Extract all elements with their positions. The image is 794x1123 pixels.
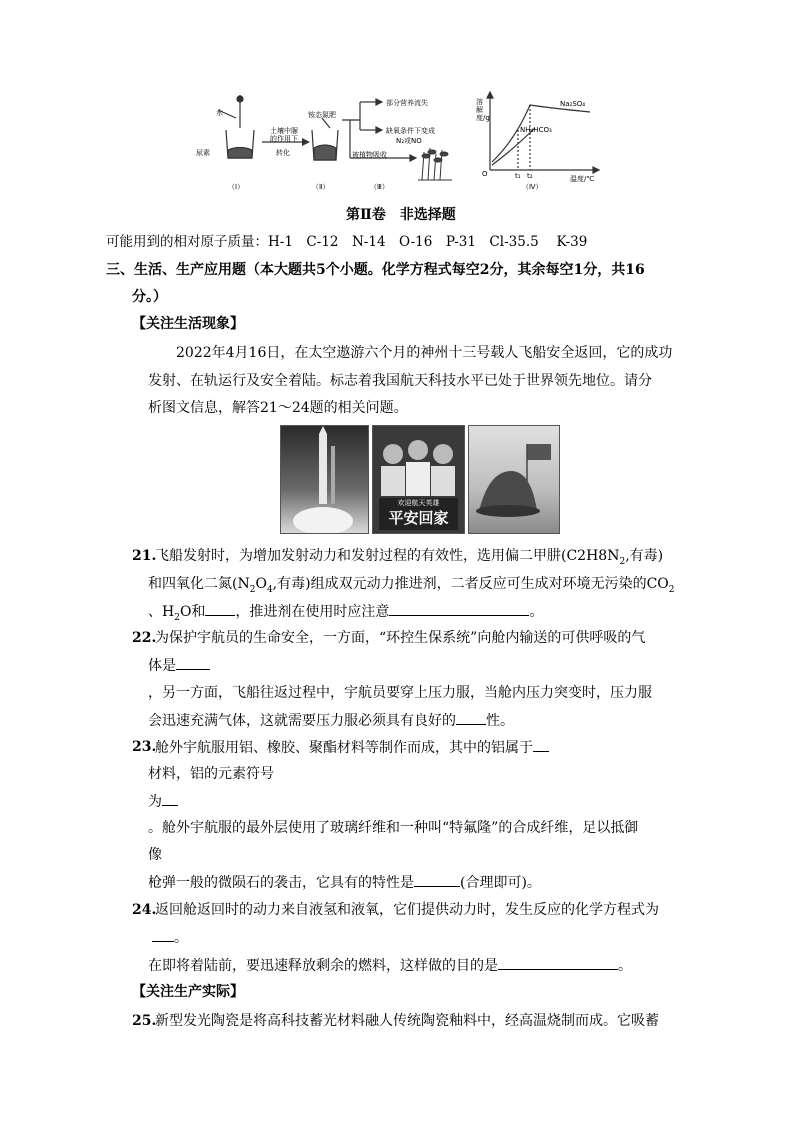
label-ylabel: 溶解度/g: [476, 98, 490, 122]
label-soil-action-2: 的作用下: [270, 135, 298, 143]
q24-blank-1[interactable]: [152, 927, 174, 942]
panel-2-beaker: [312, 118, 338, 160]
q21-blank-1[interactable]: [205, 601, 235, 616]
q23-line-2: 材料，铝的元素符号: [148, 766, 274, 782]
q23-line-3: [148, 791, 178, 812]
q23-blank-1[interactable]: [533, 737, 549, 752]
q21-l3a: 、H: [148, 604, 175, 620]
q25-line-1: 新型发光陶瓷是将高科技蓄光材料融人传统陶瓷釉料中，经高温烧制而成。它吸蓄: [155, 1013, 659, 1029]
q21-line-1-end: ,有毒): [625, 548, 664, 564]
q21-l3b: O和: [179, 604, 206, 620]
label-soil-action: 土壤中脲: [270, 127, 298, 135]
nitrogen-cycle-figure: [190, 90, 610, 195]
label-transform: 转化: [276, 149, 290, 157]
q21-blank-2[interactable]: [389, 601, 529, 616]
q23-l6a: 枪弹一般的微陨石的袭击，它具有的特性是: [148, 875, 414, 891]
q21-l3-sub: 2: [174, 612, 180, 623]
q22-line-1: 为保护宇航员的生命安全，一方面，“环控生保系统”向舱内输送的可供呼吸的气: [155, 630, 646, 646]
q21-line-3: [148, 601, 543, 628]
q24-blank-2[interactable]: [498, 955, 618, 970]
q21-line-1-text: 飞船发射时，为增加发射动力和发射过程的有效性，选用偏二甲肼(C2H8N: [155, 548, 620, 564]
q21-line-2: [148, 574, 675, 600]
label-curve-na2so4: Na₂SO₄: [560, 100, 586, 108]
q24-l3b: 。: [618, 958, 632, 974]
intro-line-2: 发射、在轨运行及安全着陆。标志着我国航天科技水平已处于世界领先地位。请分: [148, 373, 652, 389]
plants-icon: [418, 148, 452, 180]
q22-l4a: 会迅速充满气体，这就需要压力服必须具有良好的: [148, 713, 456, 729]
q22-l2: 体是: [148, 658, 176, 674]
rocket-launch-photo: [280, 425, 369, 534]
intro-line-1: 2022年4月16日，在太空遨游六个月的神州十三号载人飞船安全返回，它的成功: [176, 345, 673, 361]
label-anoxic-2: N₂或NO: [396, 137, 422, 145]
section-title: 第Ⅱ卷 非选择题: [346, 207, 456, 223]
label-anoxic: 缺氧条件下变成: [386, 127, 435, 135]
q21-l2c: ,有毒)组成双元动力推进剂，二者反应可生成对环境无污染的CO: [272, 576, 669, 592]
q23-line-4: 。舱外宇航服的最外层使用了玻璃纤维和一种叫“特氟隆”的合成纤维，足以抵御: [148, 820, 639, 836]
banner-small-text: 欢迎航天英雄: [397, 499, 440, 507]
intro-line-3: 析图文信息，解答21～24题的相关问题。: [148, 400, 408, 416]
q23-blank-2[interactable]: [162, 791, 178, 806]
label-panel-3: （Ⅲ）: [370, 183, 389, 191]
welcome-banner: [379, 498, 458, 530]
q25-number: 25.: [132, 1013, 157, 1029]
q22-number: 22.: [132, 630, 157, 646]
q21-l2b: O: [255, 576, 267, 592]
q23-number: 23.: [132, 739, 157, 755]
banner-big-text: 平安回家: [388, 509, 449, 527]
q22-blank-2[interactable]: [456, 710, 486, 725]
q24-line-2: [152, 927, 188, 948]
q23-line-6: [148, 872, 541, 893]
label-t2: t₂: [527, 172, 533, 180]
q23-line-5: 像: [148, 847, 162, 863]
label-urea: 尿素: [196, 149, 210, 157]
label-absorb: 被植物吸收: [352, 151, 387, 159]
q24-number: 24.: [132, 902, 157, 918]
part3-heading-1: 三、生活、生产应用题（本大题共5个小题。化学方程式每空2分，其余每空1分，共16: [106, 262, 645, 278]
label-water: 水: [216, 109, 223, 117]
label-curve-nh4hco3: NH₄HCO₃: [520, 126, 552, 134]
q21-number: 21.: [132, 548, 157, 564]
q24-l2: 。: [174, 930, 188, 946]
q24-line-3: [148, 955, 632, 976]
label-panel-4: （Ⅳ）: [522, 183, 543, 191]
q22-line-4: [148, 710, 514, 731]
label-xlabel: 温度/℃: [570, 175, 595, 183]
q23-l1: 舱外宇航服用铝、橡胶、聚酯材料等制作而成，其中的铝属于: [155, 740, 533, 756]
label-loss: 部分营养流失: [386, 99, 428, 107]
q22-blank-1[interactable]: [176, 655, 210, 670]
label-panel-2: （Ⅱ）: [312, 183, 330, 191]
astronauts-photo: [372, 425, 465, 534]
q23-blank-3[interactable]: [414, 872, 460, 887]
q22-line-3: ，另一方面，飞船往返过程中，宇航员要穿上压力服，当舱内压力突变时，压力服: [148, 685, 652, 701]
panel-1-beaker: [218, 95, 254, 158]
q23-l3: 为: [148, 794, 162, 810]
q21-sub: 2: [619, 556, 626, 567]
focus-production-heading: 【关注生产实际】: [132, 984, 244, 1000]
q21-l2-sub3: 2: [668, 584, 675, 595]
q24-line-1: 返回舱返回时的动力来自液氢和液氧，它们提供动力时，发生反应的化学方程式为: [155, 902, 659, 918]
label-t1: t₁: [515, 172, 521, 180]
q21-l2-sub1: 2: [249, 584, 256, 595]
focus-life-heading: 【关注生活现象】: [132, 316, 244, 332]
q21-l2-sub2: 4: [266, 584, 273, 595]
q24-l3a: 在即将着陆前，要迅速释放剩余的燃料，这样做的目的是: [148, 958, 498, 974]
label-panel-1: （Ⅰ）: [228, 183, 245, 191]
q23-l6b: (合理即可)。: [460, 875, 541, 891]
q21-l3c: ，推进剂在使用时应注意: [235, 604, 390, 620]
part3-heading-2: 分。）: [132, 289, 167, 305]
q21-line-1: [155, 546, 663, 572]
atomic-masses: 可能用到的相对原子质量：H-1 C-12 N-14 O-16 P-31 Cl-35.5 K-39: [106, 234, 588, 250]
q23-line-1: [155, 737, 549, 758]
label-origin: O: [482, 170, 488, 178]
return-capsule-photo: [468, 425, 560, 534]
q22-line-2: [148, 655, 210, 676]
q21-l2a: 和四氧化二氮(N: [148, 576, 250, 592]
q21-l3d: 。: [529, 604, 544, 620]
label-ammonium: 铵态氮肥: [308, 111, 336, 119]
q22-l4b: 性。: [486, 713, 514, 729]
